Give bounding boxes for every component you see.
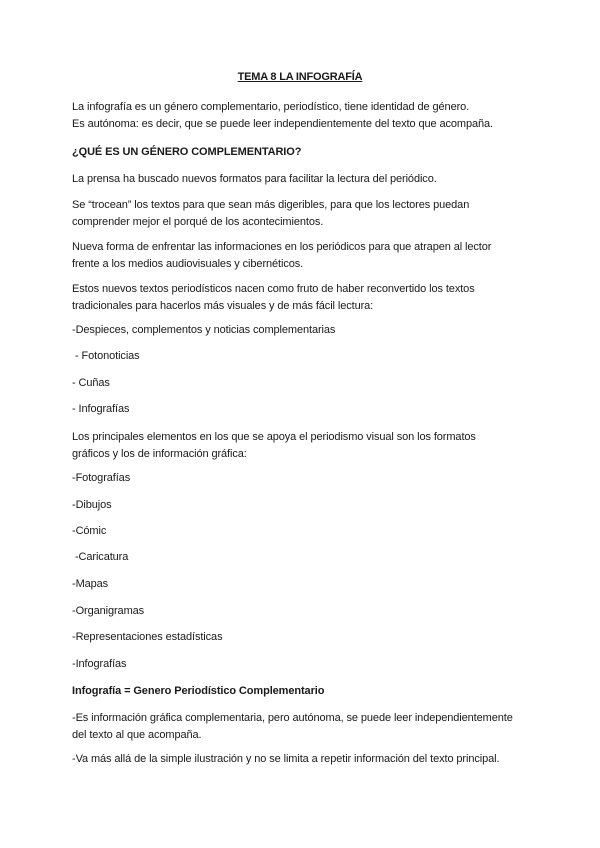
paragraph-informacion-grafica bbox=[72, 710, 532, 744]
paragraph-nueva-forma bbox=[72, 239, 532, 273]
list-item: -Infografías bbox=[72, 658, 127, 670]
paragraph-line: comprender mejor el porqué de los acontecimientos. bbox=[72, 216, 324, 228]
list-item: -Despieces, complementos y noticias complementarias bbox=[72, 324, 336, 336]
list-item: -Cómic bbox=[72, 525, 107, 537]
paragraph-line: Estos nuevos textos periodísticos nacen como fruto de haber reconvertido los textos bbox=[72, 283, 475, 295]
paragraph-line: frente a los medios audiovisuales y cibernéticos. bbox=[72, 258, 304, 270]
list-item: - Cuñas bbox=[72, 377, 110, 389]
list-item: -Dibujos bbox=[72, 499, 112, 511]
paragraph-line: -Es información gráfica complementaria, pero autónoma, se puede leer independientemente bbox=[72, 712, 513, 724]
paragraph-nuevos-textos bbox=[72, 281, 532, 315]
paragraph-line: del texto al que acompaña. bbox=[72, 729, 202, 741]
paragraph-line: Los principales elementos en los que se apoya el periodismo visual son los formatos bbox=[72, 431, 476, 443]
paragraph-elementos bbox=[72, 429, 532, 463]
list-item: -Representaciones estadísticas bbox=[72, 631, 223, 643]
paragraph-trocean bbox=[72, 197, 532, 231]
paragraph-va-mas-alla: -Va más allá de la simple ilustración y no se limita a repetir información del texto principal. bbox=[72, 753, 500, 765]
paragraph-line: Nueva forma de enfrentar las informaciones en los periódicos para que atrapen al lector bbox=[72, 241, 492, 253]
paragraph-line: tradicionales para hacerlos más visuales y de más fácil lectura: bbox=[72, 300, 374, 312]
intro-line-2: Es autónoma: es decir, que se puede leer independientemente del texto que acompaña. bbox=[72, 118, 494, 130]
paragraph-line: gráficos y los de información gráfica: bbox=[72, 448, 247, 460]
list-item: -Organigramas bbox=[72, 605, 145, 617]
list-item: -Fotografías bbox=[72, 472, 131, 484]
paragraph-prensa: La prensa ha buscado nuevos formatos para facilitar la lectura del periódico. bbox=[72, 173, 437, 185]
section-heading-genero: ¿QUÉ ES UN GÉNERO COMPLEMENTARIO? bbox=[72, 146, 302, 158]
document-title: TEMA 8 LA INFOGRAFÍA bbox=[237, 71, 363, 83]
list-item: - Fotonoticias bbox=[72, 350, 140, 362]
section-heading-infografia: Infografía = Genero Periodístico Complementario bbox=[72, 685, 325, 697]
intro-line-1: La infografía es un género complementario, periodístico, tiene identidad de género. bbox=[72, 101, 470, 113]
list-item: -Caricatura bbox=[72, 551, 129, 563]
intro-paragraph bbox=[72, 99, 532, 133]
list-item: - Infografías bbox=[72, 403, 130, 415]
list-item: -Mapas bbox=[72, 578, 109, 590]
paragraph-line: Se “trocean” los textos para que sean más digeribles, para que los lectores puedan bbox=[72, 199, 470, 211]
